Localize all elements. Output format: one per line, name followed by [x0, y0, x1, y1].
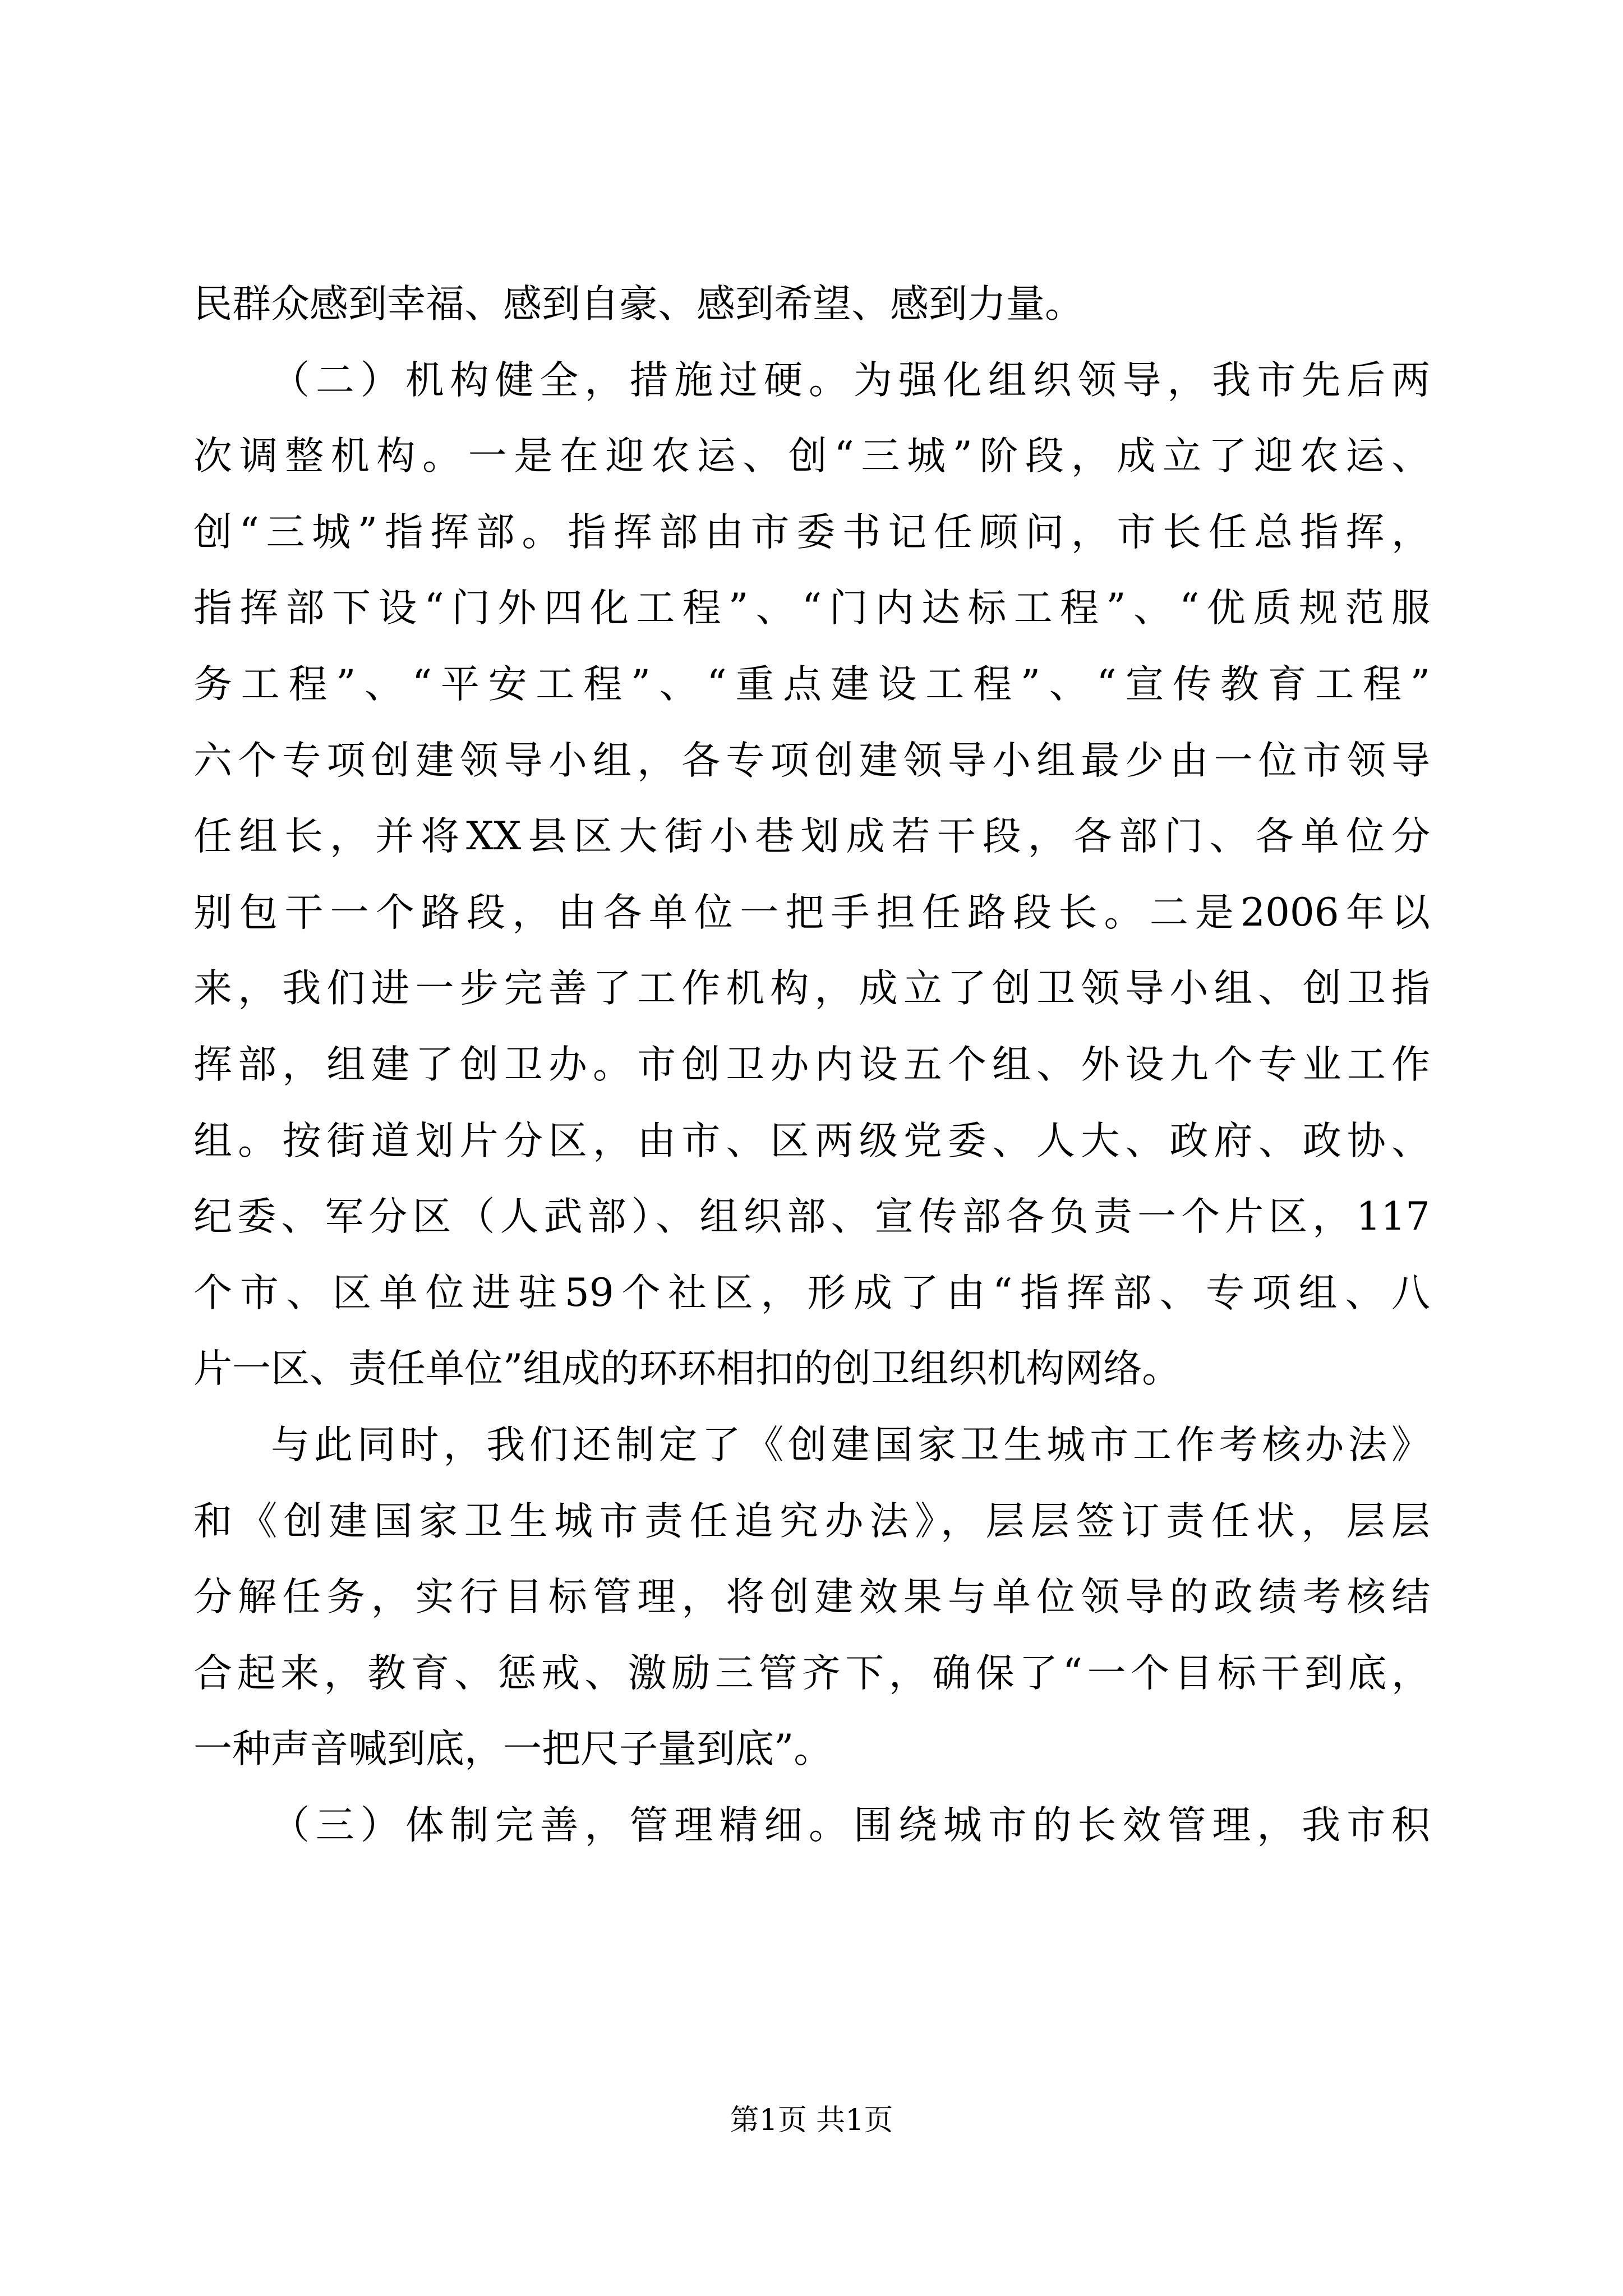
paragraph-line: 民群众感到幸福、感到自豪、感到希望、感到力量。 — [193, 282, 1083, 326]
paragraph-line: 分解任务，实行目标管理，将创建效果与单位领导的政绩考核结 — [193, 1575, 1430, 1620]
paragraph-line: 个市、区单位进驻59个社区，形成了由“指挥部、专项组、八 — [193, 1270, 1430, 1315]
paragraph-line: 合起来，教育、惩戒、激励三管齐下，确保了“一个目标干到底， — [193, 1650, 1430, 1696]
paragraph-line: 片一区、责任单位”组成的环环相扣的创卫组织机构网络。 — [193, 1346, 1181, 1392]
paragraph-line: 与此同时，我们还制定了《创建国家卫生城市工作考核办法》 — [271, 1422, 1430, 1467]
paragraph-line: 指挥部下设“门外四化工程”、“门内达标工程”、“优质规范服 — [193, 586, 1430, 631]
paragraph-line: （二）机构健全，措施过硬。为强化组织领导，我市先后两 — [271, 357, 1430, 403]
page-number-label: 第1页 共1页 — [730, 2104, 893, 2137]
paragraph-line: 挥部，组建了创卫办。市创卫办内设五个组、外设九个专业工作 — [193, 1042, 1430, 1087]
page-footer — [0, 2101, 1623, 2140]
body-text — [193, 266, 1430, 1864]
paragraph-line: 次调整机构。一是在迎农运、创“三城”阶段，成立了迎农运、 — [193, 434, 1430, 479]
paragraph-line: 任组长，并将XX县区大街小巷划成若干段，各部门、各单位分 — [193, 814, 1430, 859]
paragraph-line: 和《创建国家卫生城市责任追究办法》，层层签订责任状，层层 — [193, 1498, 1430, 1544]
paragraph-line: 创“三城”指挥部。指挥部由市委书记任顾问，市长任总指挥， — [193, 509, 1430, 555]
paragraph-line: 六个专项创建领导小组，各专项创建领导小组最少由一位市领导 — [193, 738, 1430, 783]
paragraph-line: （三）体制完善，管理精细。围绕城市的长效管理，我市积 — [271, 1802, 1430, 1848]
paragraph-line: 别包干一个路段，由各单位一把手担任路段长。二是2006年以 — [193, 890, 1430, 935]
paragraph-line: 一种声音喊到底，一把尺子量到底”。 — [193, 1727, 833, 1772]
paragraph-line: 纪委、军分区（人武部）、组织部、宣传部各负责一个片区，117 — [193, 1194, 1430, 1240]
paragraph-line: 来，我们进一步完善了工作机构，成立了创卫领导小组、创卫指 — [193, 966, 1430, 1011]
paragraph-line: 组。按街道划片分区，由市、区两级党委、人大、政府、政协、 — [193, 1118, 1430, 1163]
paragraph-line: 务工程”、“平安工程”、“重点建设工程”、“宣传教育工程” — [193, 661, 1430, 707]
